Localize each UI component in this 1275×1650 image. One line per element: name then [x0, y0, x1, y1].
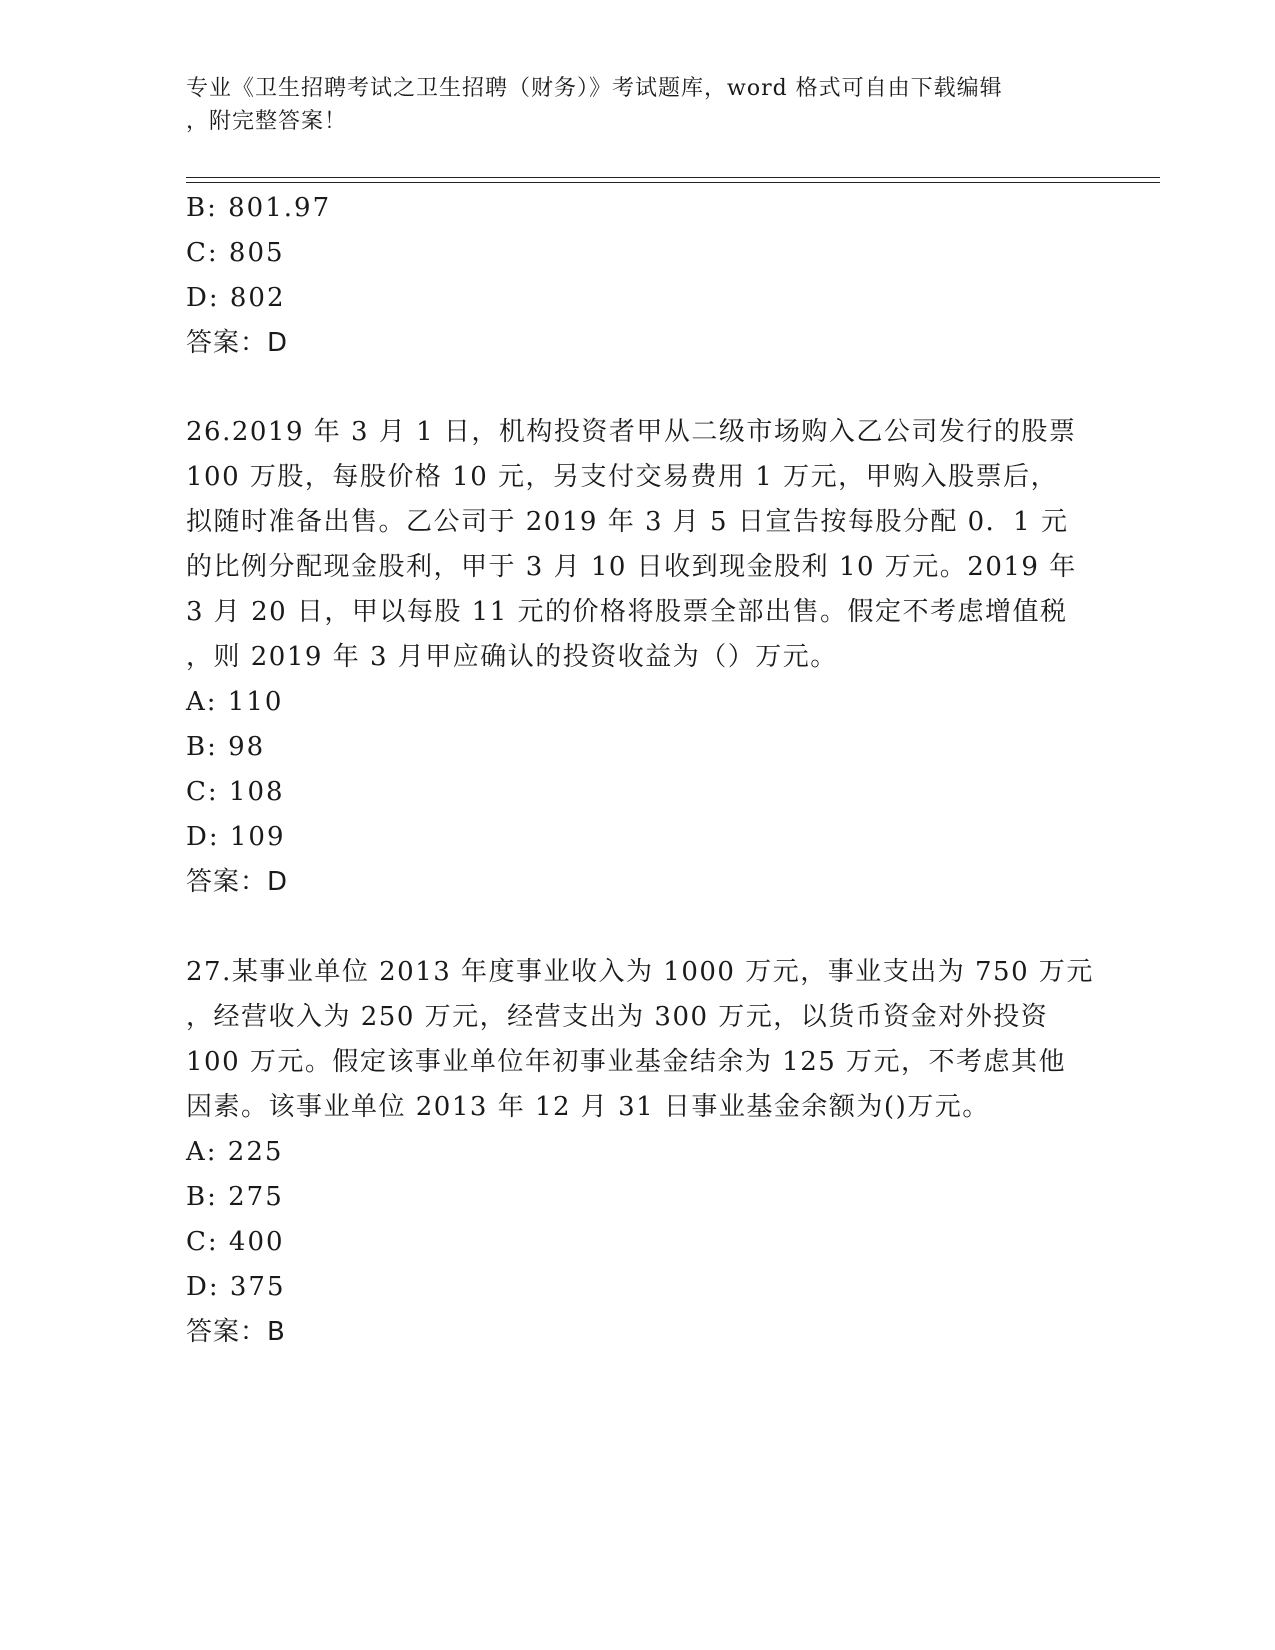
q27-text-line-2: ，经营收入为 250 万元，经营支出为 300 万元，以货币资金对外投资	[186, 1002, 1049, 1032]
q26-option-d: D: 109	[186, 822, 286, 852]
q27-option-d: D: 375	[186, 1272, 286, 1302]
q26-answer: 答案：D	[186, 867, 289, 897]
q27-option-c: C: 400	[186, 1227, 285, 1257]
q27-text-line-4: 因素。该事业单位 2013 年 12 月 31 日事业基金余额为()万元。	[186, 1092, 990, 1122]
q26-option-b: B: 98	[186, 732, 266, 762]
header-divider-top	[186, 177, 1160, 178]
q26-text-line-3: 拟随时准备出售。乙公司于 2019 年 3 月 5 日宣告按每股分配 0．1 元	[186, 507, 1069, 537]
q27-text-line-3: 100 万元。假定该事业单位年初事业基金结余为 125 万元，不考虑其他	[186, 1047, 1067, 1077]
q25-option-b: B: 801.97	[186, 193, 332, 223]
q26-text-line-2: 100 万股，每股价格 10 元，另支付交易费用 1 万元，甲购入股票后，	[186, 462, 1059, 492]
q25-answer: 答案：D	[186, 328, 289, 358]
header-divider-bottom	[186, 182, 1160, 183]
q26-text-line-5: 3 月 20 日，甲以每股 11 元的价格将股票全部出售。假定不考虑增值税	[186, 597, 1068, 627]
q25-option-d: D: 802	[186, 283, 286, 313]
q25-option-c: C: 805	[186, 238, 285, 268]
header-line-1: 专业《卫生招聘考试之卫生招聘（财务）》考试题库，word 格式可自由下载编辑	[186, 76, 1003, 101]
q26-text-line-6: ，则 2019 年 3 月甲应确认的投资收益为（）万元。	[186, 642, 838, 672]
q27-answer: 答案：B	[186, 1317, 286, 1347]
q26-option-c: C: 108	[186, 777, 285, 807]
q26-option-a: A: 110	[186, 687, 284, 717]
q27-text-line-1: 27.某事业单位 2013 年度事业收入为 1000 万元，事业支出为 750 万元	[186, 957, 1094, 987]
document-header	[186, 72, 1086, 138]
q26-text-line-4: 的比例分配现金股利，甲于 3 月 10 日收到现金股利 10 万元。2019 年	[186, 552, 1077, 582]
q27-option-a: A: 225	[186, 1137, 284, 1167]
q27-option-b: B: 275	[186, 1182, 284, 1212]
header-line-2: ，附完整答案！	[186, 109, 348, 134]
q26-text-line-1: 26.2019 年 3 月 1 日，机构投资者甲从二级市场购入乙公司发行的股票	[186, 417, 1077, 447]
